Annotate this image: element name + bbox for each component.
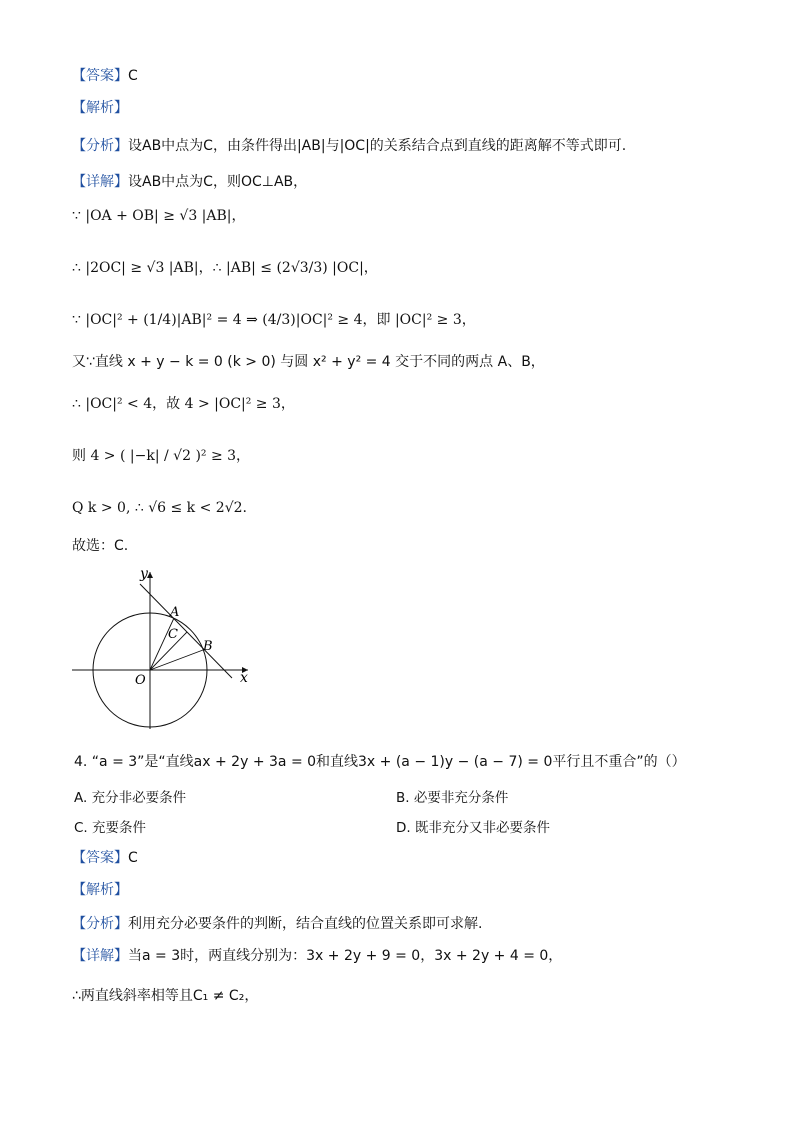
option-a-text: 充分非必要条件 <box>91 790 187 806</box>
q4-xiangjie-label: 【详解】 <box>72 948 128 964</box>
option-b-key: B. <box>396 790 410 806</box>
solution-line-7: Q k > 0, ∴ √6 ≤ k < 2√2. <box>72 500 247 516</box>
solution-line-1: ∵ |OA + OB| ≥ √3 |AB|， <box>72 208 246 224</box>
solution-line-0: 设AB中点为C，则OC⊥AB， <box>128 174 308 190</box>
solution-line-4: 又∵直线 x + y − k = 0 (k > 0) 与圆 x² + y² = 4 交于不同的两点 A、B， <box>72 354 545 370</box>
q3-analysis-heading <box>72 98 128 118</box>
option-a-key: A. <box>74 790 88 806</box>
solution-line-3: ∵ |OC|² + (1/4)|AB|² = 4 ⇒ (4/3)|OC|² ≥ 4，即 |OC|² ≥ 3， <box>72 312 476 328</box>
q3-xiangjie <box>72 172 307 192</box>
q4-answer-label: 【答案】 <box>72 850 128 866</box>
option-b[interactable] <box>396 786 508 806</box>
label-O: O <box>135 673 146 688</box>
label-x: x <box>240 670 248 686</box>
q4-fenxi <box>72 914 482 934</box>
q4-stem: 4. “a = 3”是“直线ax + 2y + 3a = 0和直线3x + (a − 1)y − (a − 7) = 0平行且不重合”的（） <box>74 754 686 770</box>
q4-analysis-label: 【解析】 <box>72 882 128 898</box>
option-b-text: 必要非充分条件 <box>413 790 509 806</box>
line-x-plus-y-minus-k <box>140 584 232 678</box>
option-d[interactable] <box>396 816 550 836</box>
fenxi-label: 【分析】 <box>72 138 128 154</box>
q4-fenxi-label: 【分析】 <box>72 916 128 932</box>
option-c[interactable] <box>74 816 146 836</box>
option-c-text: 充要条件 <box>92 820 147 836</box>
solution-line-2: ∴ |2OC| ≥ √3 |AB|，∴ |AB| ≤ (2√3/3) |OC|， <box>72 260 378 276</box>
solution-line-5: ∴ |OC|² < 4，故 4 > |OC|² ≥ 3， <box>72 396 295 412</box>
circle-figure <box>70 564 270 734</box>
q4-last-line: ∴两直线斜率相等且C₁ ≠ C₂， <box>72 988 259 1004</box>
label-A: A <box>170 605 180 620</box>
q3-fenxi <box>72 136 626 156</box>
fenxi-text: 设AB中点为C，由条件得出|AB|与|OC|的关系结合点到直线的距离解不等式即可. <box>128 138 627 154</box>
xiangjie-label: 【详解】 <box>72 174 128 190</box>
answer-value: C <box>128 68 138 84</box>
answer-label: 【答案】 <box>72 68 128 84</box>
q4-xiangjie <box>72 946 562 966</box>
q4-answer <box>72 848 138 868</box>
label-y: y <box>140 566 148 582</box>
option-d-text: 既非充分又非必要条件 <box>414 820 550 836</box>
q4-answer-value: C <box>128 850 138 866</box>
label-B: B <box>203 639 213 654</box>
q3-answer <box>72 66 138 86</box>
option-a[interactable] <box>74 786 186 806</box>
q4-analysis-heading <box>72 880 128 900</box>
solution-line-8: 故选：C. <box>72 538 129 554</box>
analysis-label: 【解析】 <box>72 100 128 116</box>
option-d-key: D. <box>396 820 411 836</box>
option-c-key: C. <box>74 820 88 836</box>
q4-fenxi-text: 利用充分必要条件的判断，结合直线的位置关系即可求解. <box>128 916 483 932</box>
q4-xiangjie-text: 当a = 3时，两直线分别为：3x + 2y + 9 = 0，3x + 2y + 4 = 0， <box>128 948 563 964</box>
label-C: C <box>168 627 178 642</box>
solution-line-6: 则 4 > ( |−k| / √2 )² ≥ 3， <box>72 448 251 464</box>
